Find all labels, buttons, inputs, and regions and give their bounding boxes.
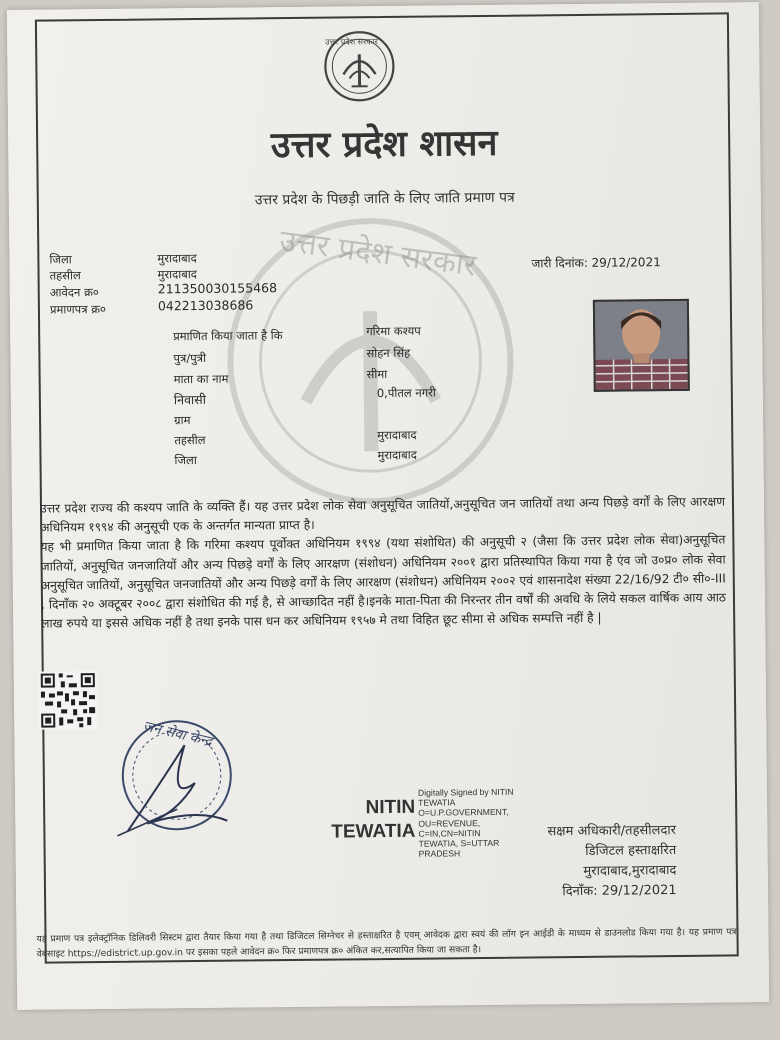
body-paragraph-2: यह भी प्रमाणित किया जाता है कि गरिमा कश्यप पूर्वोक्त अधिनियम १९९४ (यथा संशोधित) की अनुसूची २ (जैसा कि उत्तर प्रदेश लोक सेवा)अनुसूचित जातियों, अनुसूचित जनजातियों और अन्य पिछड़े वर्गों के लिए आरक्षण (संशोधन) अधिनियम २००१ द्वारा प्रतिस्थापित किया गया है एंव जो उ०प्र० लोक सेवा अनुसूचित जातियों, अनुसूचित जनजातियों और अन्य पिछड़े वर्गों के लिए आरक्षण (संशोधन) अधिनियम २००२ एवं शासनादेश संख्या 22/16/92 टी० सी०-III , दिनाँक २० अक्टूबर २००८ द्वारा संशोधित की गई है, से आच्छादित नहीं है।इनके माता-पिता की निरन्तर तीन वर्षों की अवधि के लिये सकल वार्षिक आय आठ लाख रुपये या इससे अधिक नहीं है तथा इनके पास धन कर अधिनियम १९५७ मे तथा विहित छूट सीमा से अधिक सम्पत्ति नहीं है | <box>40 532 727 631</box>
mother-value: सीमा <box>366 367 388 382</box>
application-label: आवेदन क्र० <box>49 285 99 300</box>
application-number: 211350030155468 <box>157 280 278 297</box>
certificate-body <box>40 492 726 634</box>
applicant-name: गरिमा कश्यप <box>366 323 421 339</box>
mother-label: माता का नाम <box>173 371 229 387</box>
certificate-number: 042213038686 <box>157 297 254 314</box>
person-photo-icon <box>595 301 688 390</box>
watermark-text: उत्तर प्रदेश सरकार <box>277 223 479 284</box>
certify-label: प्रमाणित किया जाता है कि <box>173 328 283 344</box>
applicant-district-label: जिला <box>174 453 197 468</box>
applicant-district-value: मुरादाबाद <box>377 447 417 463</box>
applicant-tehsil-label: तहसील <box>174 432 206 448</box>
digital-signature-details <box>418 787 514 859</box>
digital-sign-line: O=U.P.GOVERNMENT, <box>418 807 509 819</box>
parent-value: सोहन सिंह <box>366 345 411 361</box>
parent-label: पुत्र/पुत्री <box>173 350 207 366</box>
district-value: मुरादाबाद <box>157 250 197 266</box>
footer-note: यह प्रमाण पत्र इलेक्ट्रॉनिक डिलिवरी सिस्टम द्वारा तैयार किया गया है तथा डिजिटल सिग्नेचर से हस्ताक्षरित है एवम् आवेदक द्वारा स्वयं की लॉग इन आईडी के माध्यम से डाउनलोड किया गया है। यह प्रमाण पत्र वेबसाइट https://edistrict.up.gov.in पर इसका पहले आवेदन क्र० फिर प्रमाणपत्र क्र० अंकित कर,सत्यापित किया जा सकता है। <box>36 926 737 960</box>
village-label: ग्राम <box>174 413 191 428</box>
signer-last-name: TEWATIA <box>331 820 416 843</box>
seal-text: जन सेवा केन्द्र <box>141 718 214 751</box>
applicant-photo <box>593 299 690 392</box>
resident-label: निवासी <box>173 391 207 408</box>
certificate-sheet <box>7 2 769 1010</box>
issue-date: जारी दिनांक: 29/12/2021 <box>531 255 661 271</box>
digital-sign-line: PRADESH <box>418 848 461 859</box>
officer-block <box>547 821 676 902</box>
district-label: जिला <box>49 252 72 267</box>
digital-sign-line: TEWATIA <box>418 797 456 808</box>
emblem-caption: उत्तर प्रदेश सरकार <box>325 37 378 47</box>
certificate-label: प्रमाणपत्र क्र० <box>49 301 107 317</box>
resident-value: 0,पीतल नगरी <box>376 385 436 401</box>
page-title: उत्तर प्रदेश शासन <box>270 121 498 167</box>
qr-code-icon <box>39 671 98 730</box>
applicant-tehsil-value: मुरादाबाद <box>377 427 417 443</box>
digital-sign-line: TEWATIA, S=UTTAR <box>418 837 500 849</box>
page-subtitle: उत्तर प्रदेश के पिछड़ी जाति के लिए जाति प्रमाण पत्र <box>254 189 515 209</box>
officer-sign-type: डिजिटल हस्ताक्षरित <box>585 843 677 859</box>
tehsil-label: तहसील <box>49 268 81 283</box>
digital-sign-line: OU=REVENUE, <box>418 817 481 829</box>
officer-place: मुरादाबाद,मुरादाबाद <box>583 863 677 879</box>
digital-sign-line: Digitally Signed by NITIN <box>417 786 514 798</box>
officer-designation: सक्षम अधिकारी/तहसीलदार <box>547 823 677 840</box>
tehsil-value: मुरादाबाद <box>157 266 197 282</box>
officer-date: दिनाँक: 29/12/2021 <box>562 882 677 900</box>
digital-sign-line: C=IN,CN=NITIN <box>418 827 481 839</box>
signer-first-name: NITIN <box>365 796 416 819</box>
body-paragraph-1: उत्तर प्रदेश राज्य की कश्यप जाति के व्यक्ति हैं। यह उत्तर प्रदेश लोक सेवा अनुसूचित जातियों,अनुसूचित जन जातियों तथा अन्य पिछड़े वर्गों के लिए आरक्षण अधिनियम १९९४ की अनुसूची एक के अन्तर्गत मान्यता प्राप्त है। <box>39 494 726 535</box>
